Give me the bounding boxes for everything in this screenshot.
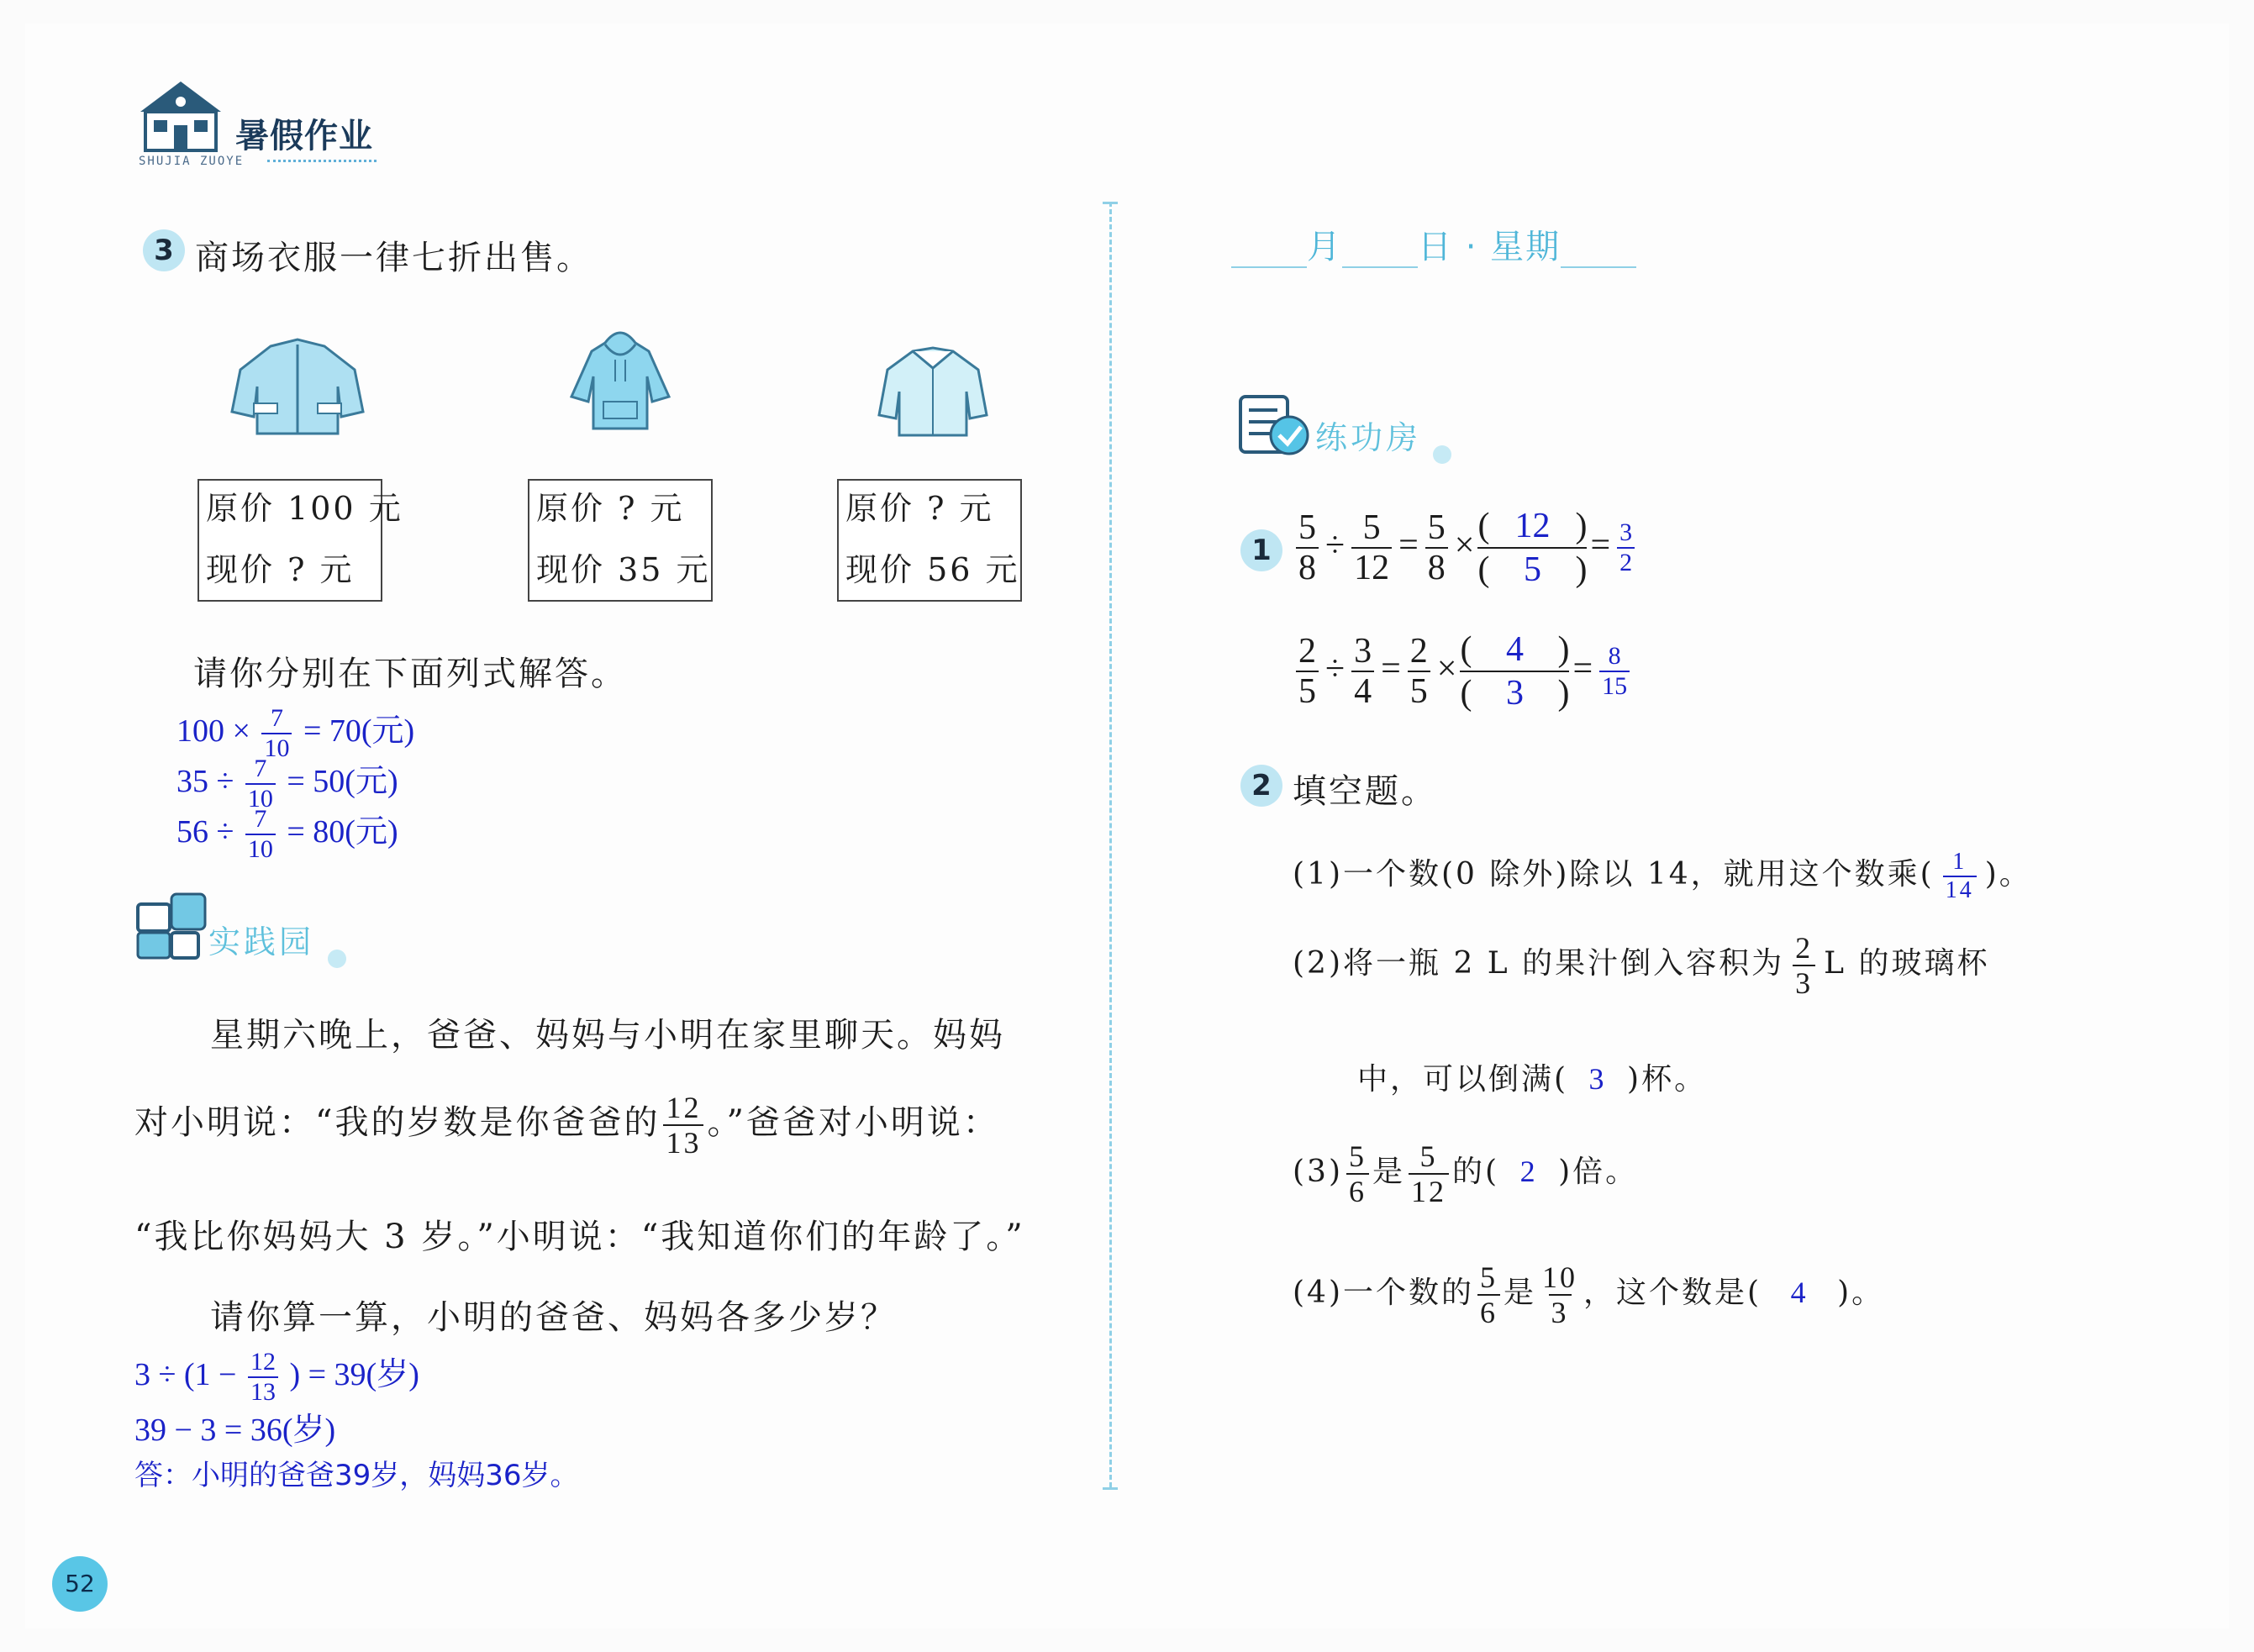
hoodie-icon [568,326,673,435]
question-number-2: 2 [1240,765,1282,807]
price-box-1-current: 现价 ? 元 [206,551,355,588]
header-dots [267,160,377,162]
header-title: 暑假作业 [235,117,373,155]
puzzle-icon [134,891,212,961]
q2-item-3: (3) $\frac{5}{6}$ 是 $\frac{5}{12}$ 的( 2 )倍。 [1293,1139,1639,1208]
shirt-icon [876,345,989,439]
price-box-3 [837,479,1022,602]
practice-paragraph-2: 对小明说：“我的岁数是你爸爸的 $\frac{12}{13}$ 。”爸爸对小明说： [134,1091,999,1160]
practice-section-title: 实践园 [208,923,315,960]
price-box-3-current: 现价 56 元 [845,551,1020,588]
header-subtitle: SHUJIA ZUOYE [139,155,245,168]
school-house-icon [139,80,223,152]
q2-item-4: (4)一个数的 $\frac{5}{6}$ 是 $\frac{10}{3}$ ，这个数是( 4 )。 [1293,1260,1885,1329]
divider-top-cap [1103,202,1118,204]
q2-title: 填空题。 [1293,772,1437,811]
divider-bottom-cap [1103,1487,1118,1490]
price-box-1 [197,479,403,602]
exercise-title-dot [1433,445,1451,464]
practice-question: 请你算一算，小明的爸爸、妈妈各多少岁？ [210,1298,897,1337]
q1-equation-2: $\frac{2}{5}$ ÷ $\frac{3}{4}$ = $\frac{2}{5}$ × ( 4 ) ( 3 ) = $\frac{8}{15}$ [1293,632,1633,711]
q3-instruction: 请你分别在下面列式解答。 [193,655,627,693]
price-box-2-original: 原价 ? 元 [536,490,685,527]
page-divider [1109,202,1112,1487]
practice-paragraph-3: “我比你妈妈大 3 岁。”小明说：“我知道你们的年龄了。” [134,1218,1025,1256]
price-box-1-original: 原价 100 元 [206,490,403,527]
q2-item-2: (2)将一瓶 2 L 的果汁倒入容积为 $\frac{2}{3}$ L 的玻璃杯 [1293,931,1990,1000]
question-number-3: 3 [143,229,185,271]
question-number-1: 1 [1240,529,1282,571]
date-day-label: 日 · 星期 [1418,228,1561,266]
practice-answer-2: 39 − 3 = 36(岁) [134,1413,336,1448]
q2-item-1: (1)一个数(0 除外)除以 14，就用这个数乘( $\frac{1}{14}$ )。 [1293,849,2032,903]
practice-answer-1: 3 ÷ (1 − $\frac{12}{13}$ ) = 39(岁) [134,1348,419,1407]
q3-answer-1: 100 × $\frac{7}{10}$ = 70(元) [176,704,415,763]
price-box-2-current: 现价 35 元 [536,551,711,588]
jacket-icon [229,336,367,437]
date-line [1231,220,1636,268]
q3-answer-3: 56 ÷ $\frac{7}{10}$ = 80(元) [176,805,398,864]
q1-equation-1: $\frac{5}{8}$ ÷ $\frac{5}{12}$ = $\frac{5}{8}$ × ( 12 ) ( 5 ) = $\frac{3}{2}$ [1293,508,1638,587]
exercise-section-title: 练功房 [1315,419,1422,456]
practice-answer-3: 答：小明的爸爸39岁，妈妈36岁。 [134,1459,579,1492]
checklist-icon [1237,393,1313,457]
practice-title-dot [328,950,346,968]
price-box-3-original: 原价 ? 元 [845,490,994,527]
q2-item-2-cont: 中，可以倒满( 3 )杯。 [1357,1062,1708,1097]
date-month-label: 月 [1307,228,1342,266]
page-number: 52 [52,1556,108,1612]
practice-paragraph-1: 星期六晚上，爸爸、妈妈与小明在家里聊天。妈妈 [210,1016,1005,1055]
question-3-text: 商场衣服一律七折出售。 [195,239,592,277]
price-box-2 [528,479,713,602]
q3-answer-2: 35 ÷ $\frac{7}{10}$ = 50(元) [176,755,398,813]
